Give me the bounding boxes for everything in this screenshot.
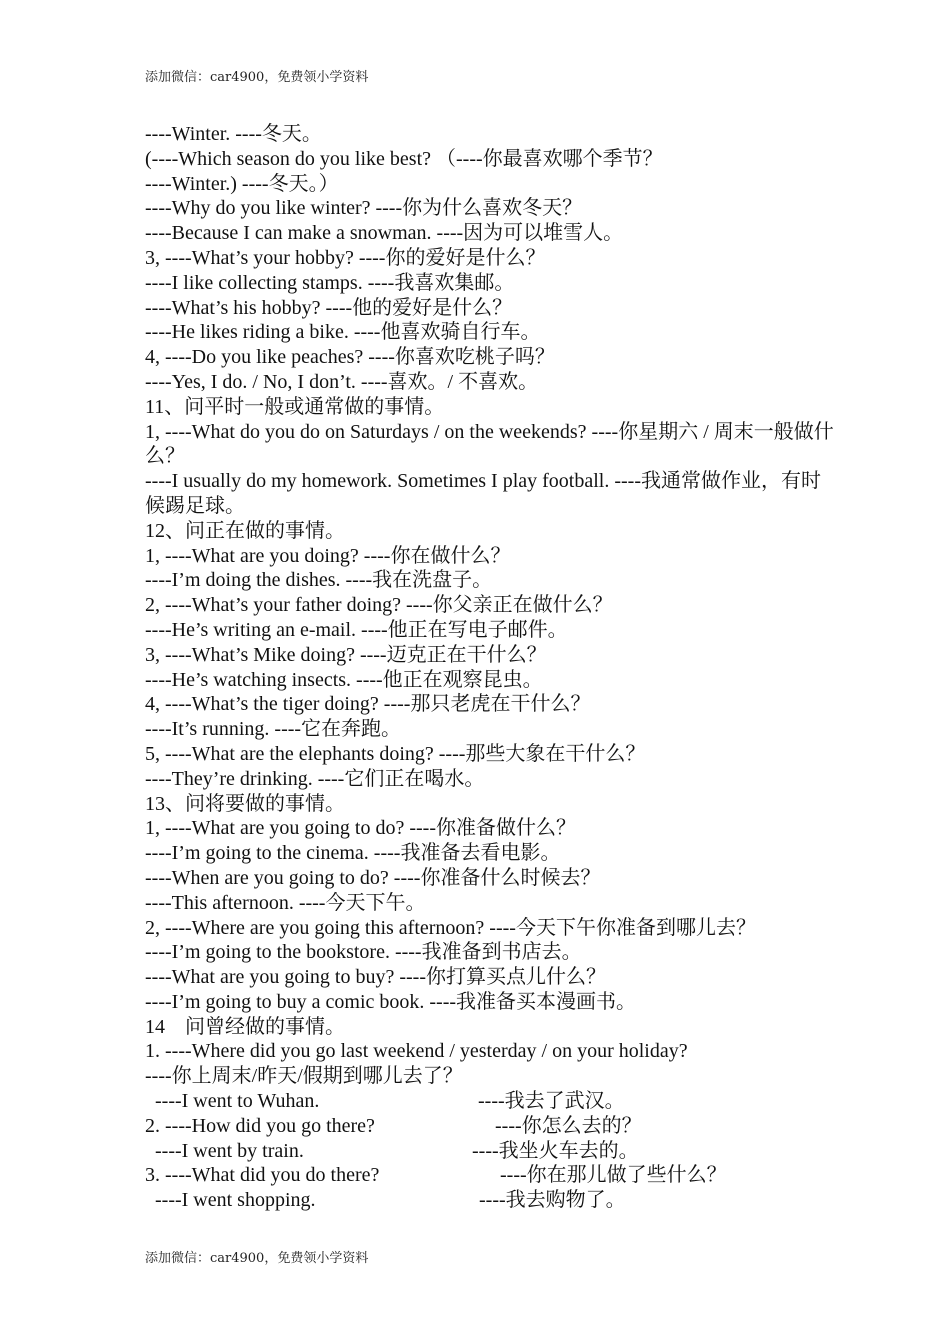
dialog-answer: ----我坐火车去的。 [472, 1139, 639, 1162]
dialog-row [145, 1089, 835, 1114]
text-line: ----What are you going to buy? ----你打算买点儿什么？ [145, 966, 606, 989]
text-line: ----It’s running. ----它在奔跑。 [145, 718, 402, 741]
text-line: ----Winter.) ----冬天。） [145, 172, 339, 195]
text-line: 1, ----What do you do on Saturdays / on the weekends? ----你星期六 / 周末一般做什么？ [145, 420, 834, 468]
dialog-question: 2. ----How did you go there? [145, 1114, 375, 1137]
dialog-question: 3. ----What did you do there? [145, 1164, 380, 1187]
text-line: ----They’re drinking. ----它们正在喝水。 [145, 767, 485, 790]
text-line: 1. ----Where did you go last weekend / yesterday / on your holiday? [145, 1040, 688, 1063]
text-line: ----Because I can make a snowman. ----因为可以堆雪人。 [145, 222, 624, 245]
text-line: 2, ----What’s your father doing? ----你父亲正在做什么？ [145, 594, 613, 617]
dialog-answer: ----我去了武汉。 [478, 1090, 625, 1113]
text-line: 5, ----What are the elephants doing? ----那些大象在干什么？ [145, 742, 646, 765]
text-line: 3, ----What’s your hobby? ----你的爱好是什么？ [145, 246, 546, 269]
text-line: ----Why do you like winter? ----你为什么喜欢冬天？ [145, 197, 583, 220]
dialog-row [145, 1188, 835, 1213]
page-header: 添加微信：car4900，免费领小学资料 [145, 70, 369, 85]
document-body [145, 122, 835, 1213]
text-line: 4, ----What’s the tiger doing? ----那只老虎在干什么？ [145, 693, 591, 716]
text-line: ----He likes riding a bike. ----他喜欢骑自行车。 [145, 321, 541, 344]
section-heading: 13、问将要做的事情。 [145, 792, 345, 815]
text-line: ----What’s his hobby? ----他的爱好是什么？ [145, 296, 513, 319]
text-line: ----你上周末/昨天/假期到哪儿去了？ [145, 1065, 463, 1088]
text-line: 4, ----Do you like peaches? ----你喜欢吃桃子吗？ [145, 346, 555, 369]
section-heading: 11、问平时一般或通常做的事情。 [145, 395, 445, 418]
text-line: ----Yes, I do. / No, I don’t. ----喜欢。/ 不喜欢。 [145, 370, 539, 393]
text-line: ----I like collecting stamps. ----我喜欢集邮。 [145, 271, 515, 294]
text-line: ----I’m going to the cinema. ----我准备去看电影。 [145, 842, 561, 865]
text-line: 1, ----What are you going to do? ----你准备做什么？ [145, 817, 576, 840]
dialog-answer: ----你怎么去的？ [495, 1114, 642, 1137]
text-line: ----When are you going to do? ----你准备什么时候去？ [145, 866, 601, 889]
dialog-row [145, 1114, 835, 1139]
text-line: ----I’m going to the bookstore. ----我准备到书店去。 [145, 941, 582, 964]
dialog-question: ----I went by train. [145, 1139, 304, 1162]
dialog-answer: ----你在那儿做了些什么？ [500, 1164, 727, 1187]
dialog-row [145, 1139, 835, 1164]
text-line: (----Which season do you like best? （----你最喜欢哪个季节？ [145, 147, 663, 170]
section-heading: 12、问正在做的事情。 [145, 519, 345, 542]
text-line: ----Winter. ----冬天。 [145, 123, 322, 145]
dialog-row [145, 1163, 835, 1188]
text-line: ----He’s watching insects. ----他正在观察昆虫。 [145, 668, 543, 691]
text-line: ----I’m doing the dishes. ----我在洗盘子。 [145, 569, 493, 592]
text-line: 2, ----Where are you going this afternoon? ----今天下午你准备到哪儿去？ [145, 916, 756, 939]
text-line: ----I usually do my homework. Sometimes I play football. ----我通常做作业，有时候踢足球。 [145, 470, 821, 517]
text-line: ----I’m going to buy a comic book. ----我准备买本漫画书。 [145, 990, 637, 1013]
dialog-question: ----I went to Wuhan. [145, 1090, 320, 1113]
section-heading: 14 问曾经做的事情。 [145, 1015, 345, 1038]
text-line: ----He’s writing an e-mail. ----他正在写电子邮件。 [145, 618, 568, 641]
dialog-question: ----I went shopping. [145, 1189, 316, 1212]
text-line: 1, ----What are you doing? ----你在做什么？ [145, 544, 511, 567]
page-footer: 添加微信：car4900，免费领小学资料 [145, 1251, 369, 1266]
text-line: 3, ----What’s Mike doing? ----迈克正在干什么？ [145, 643, 547, 666]
dialog-answer: ----我去购物了。 [479, 1189, 626, 1212]
text-line: ----This afternoon. ----今天下午。 [145, 891, 426, 914]
